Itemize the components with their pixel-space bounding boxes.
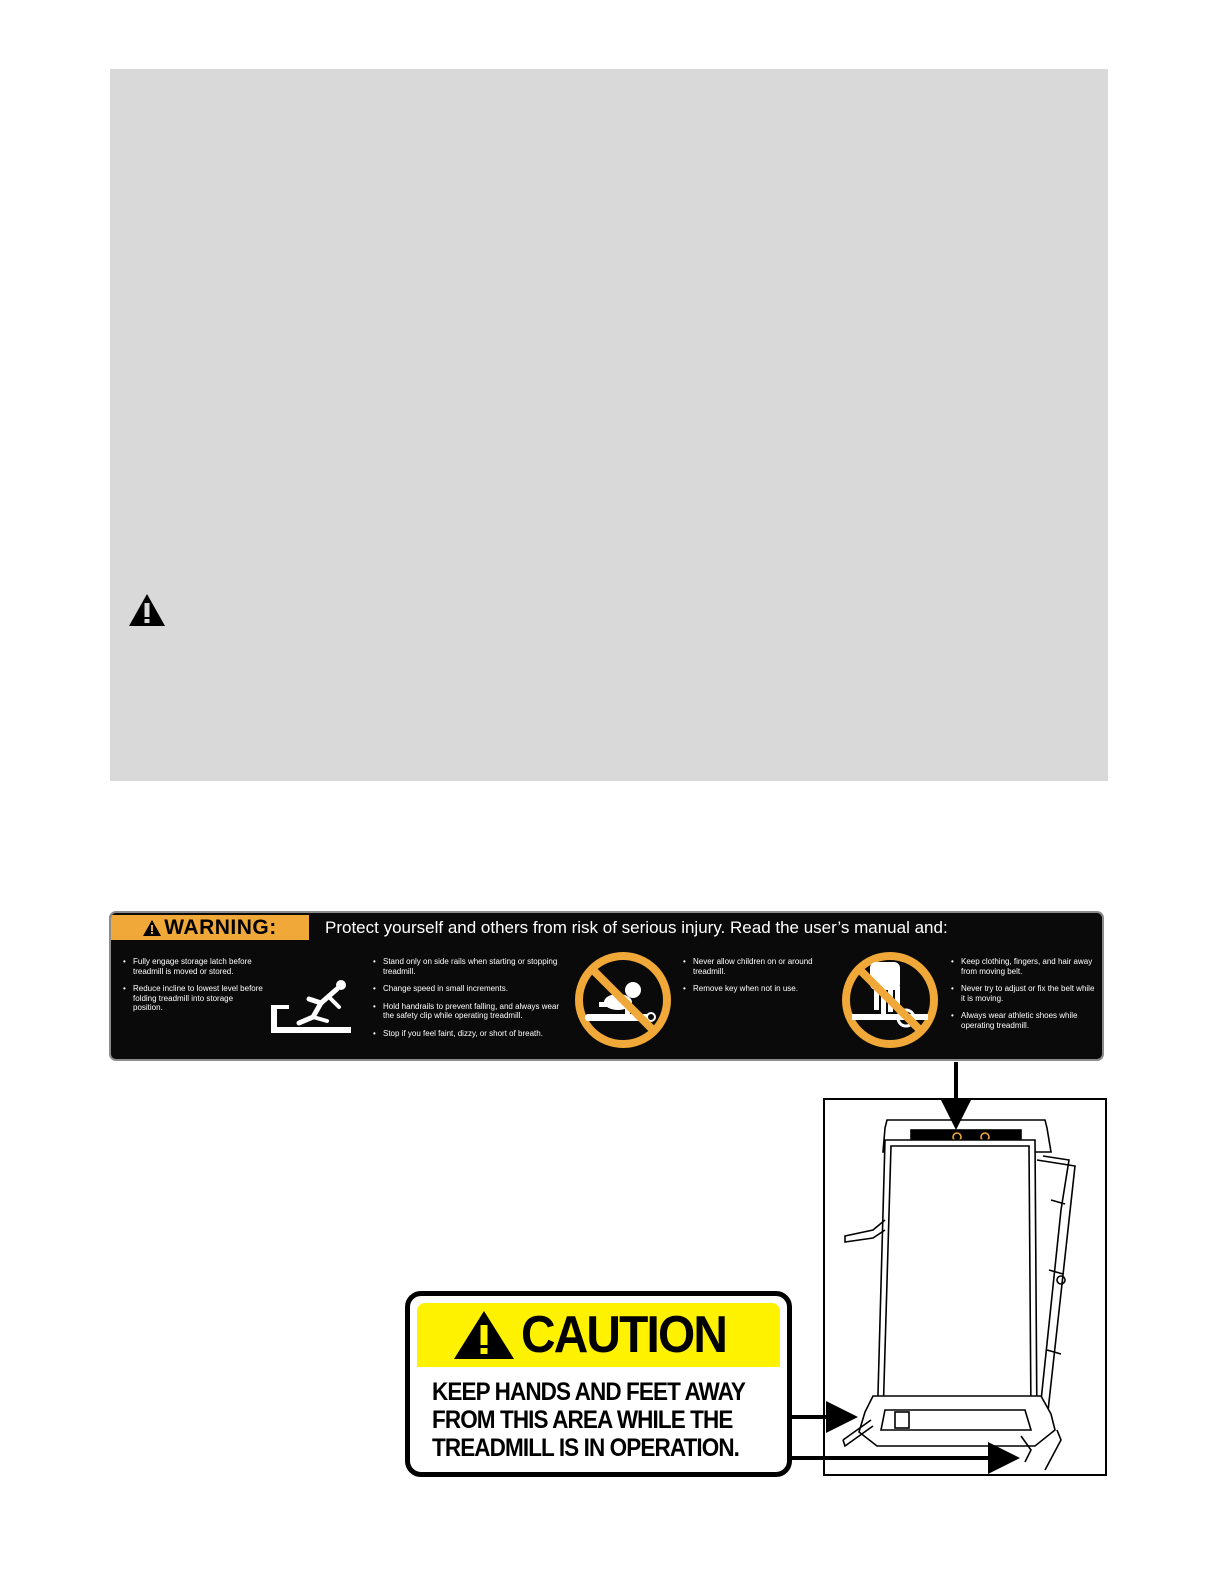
caution-title: CAUTION <box>521 1306 727 1364</box>
warning-bullet: • Never try to adjust or fix the belt while it is moving. <box>951 984 1096 1003</box>
warning-bullet: • Fully engage storage latch before treadmill is moved or stored. <box>123 957 265 976</box>
no-hands-belt-icon <box>840 950 940 1050</box>
warning-triangle-icon <box>453 1310 515 1360</box>
warning-tag <box>111 915 309 940</box>
caution-line: TREADMILL IS IN OPERATION. <box>432 1434 740 1462</box>
caution-decal <box>405 1291 792 1477</box>
safety-instructions-panel <box>110 69 1108 781</box>
warning-column-1 <box>123 957 265 1021</box>
warning-column-4 <box>951 957 1096 1038</box>
warning-column-3 <box>683 957 823 1002</box>
warning-triangle-icon <box>128 593 166 627</box>
caution-line: KEEP HANDS AND FEET AWAY <box>432 1378 746 1406</box>
warning-bullet: • Reduce incline to lowest level before folding treadmill into storage position. <box>123 984 265 1013</box>
warning-triangle-icon <box>143 920 161 936</box>
warning-bullet: • Never allow children on or around treadmill. <box>683 957 823 976</box>
warning-column-2 <box>373 957 568 1046</box>
caution-line: FROM THIS AREA WHILE THE <box>432 1406 733 1434</box>
warning-bullet: • Stand only on side rails when starting or stopping treadmill. <box>373 957 568 976</box>
warning-bullet: • Remove key when not in use. <box>683 984 823 994</box>
treadmill-illustration-frame <box>823 1098 1107 1476</box>
folded-treadmill-illustration <box>825 1100 1105 1474</box>
warning-decal <box>109 911 1104 1061</box>
warning-bullet: • Change speed in small increments. <box>373 984 568 994</box>
warning-tag-text: WARNING: <box>164 915 277 939</box>
warning-headline: Protect yourself and others from risk of serious injury. Read the user’s manual and: <box>325 918 948 937</box>
caution-header <box>417 1303 780 1367</box>
warning-bullet: • Stop if you feel faint, dizzy, or short of breath. <box>373 1029 568 1039</box>
warning-bullet: • Always wear athletic shoes while operating treadmill. <box>951 1011 1096 1030</box>
warning-bullet: • Hold handrails to prevent falling, and always wear the safety clip while operating treadmill. <box>373 1002 568 1021</box>
caution-message <box>432 1378 747 1462</box>
falling-person-icon <box>269 977 357 1035</box>
no-children-icon <box>573 950 673 1050</box>
warning-bullet: • Keep clothing, fingers, and hair away from moving belt. <box>951 957 1096 976</box>
